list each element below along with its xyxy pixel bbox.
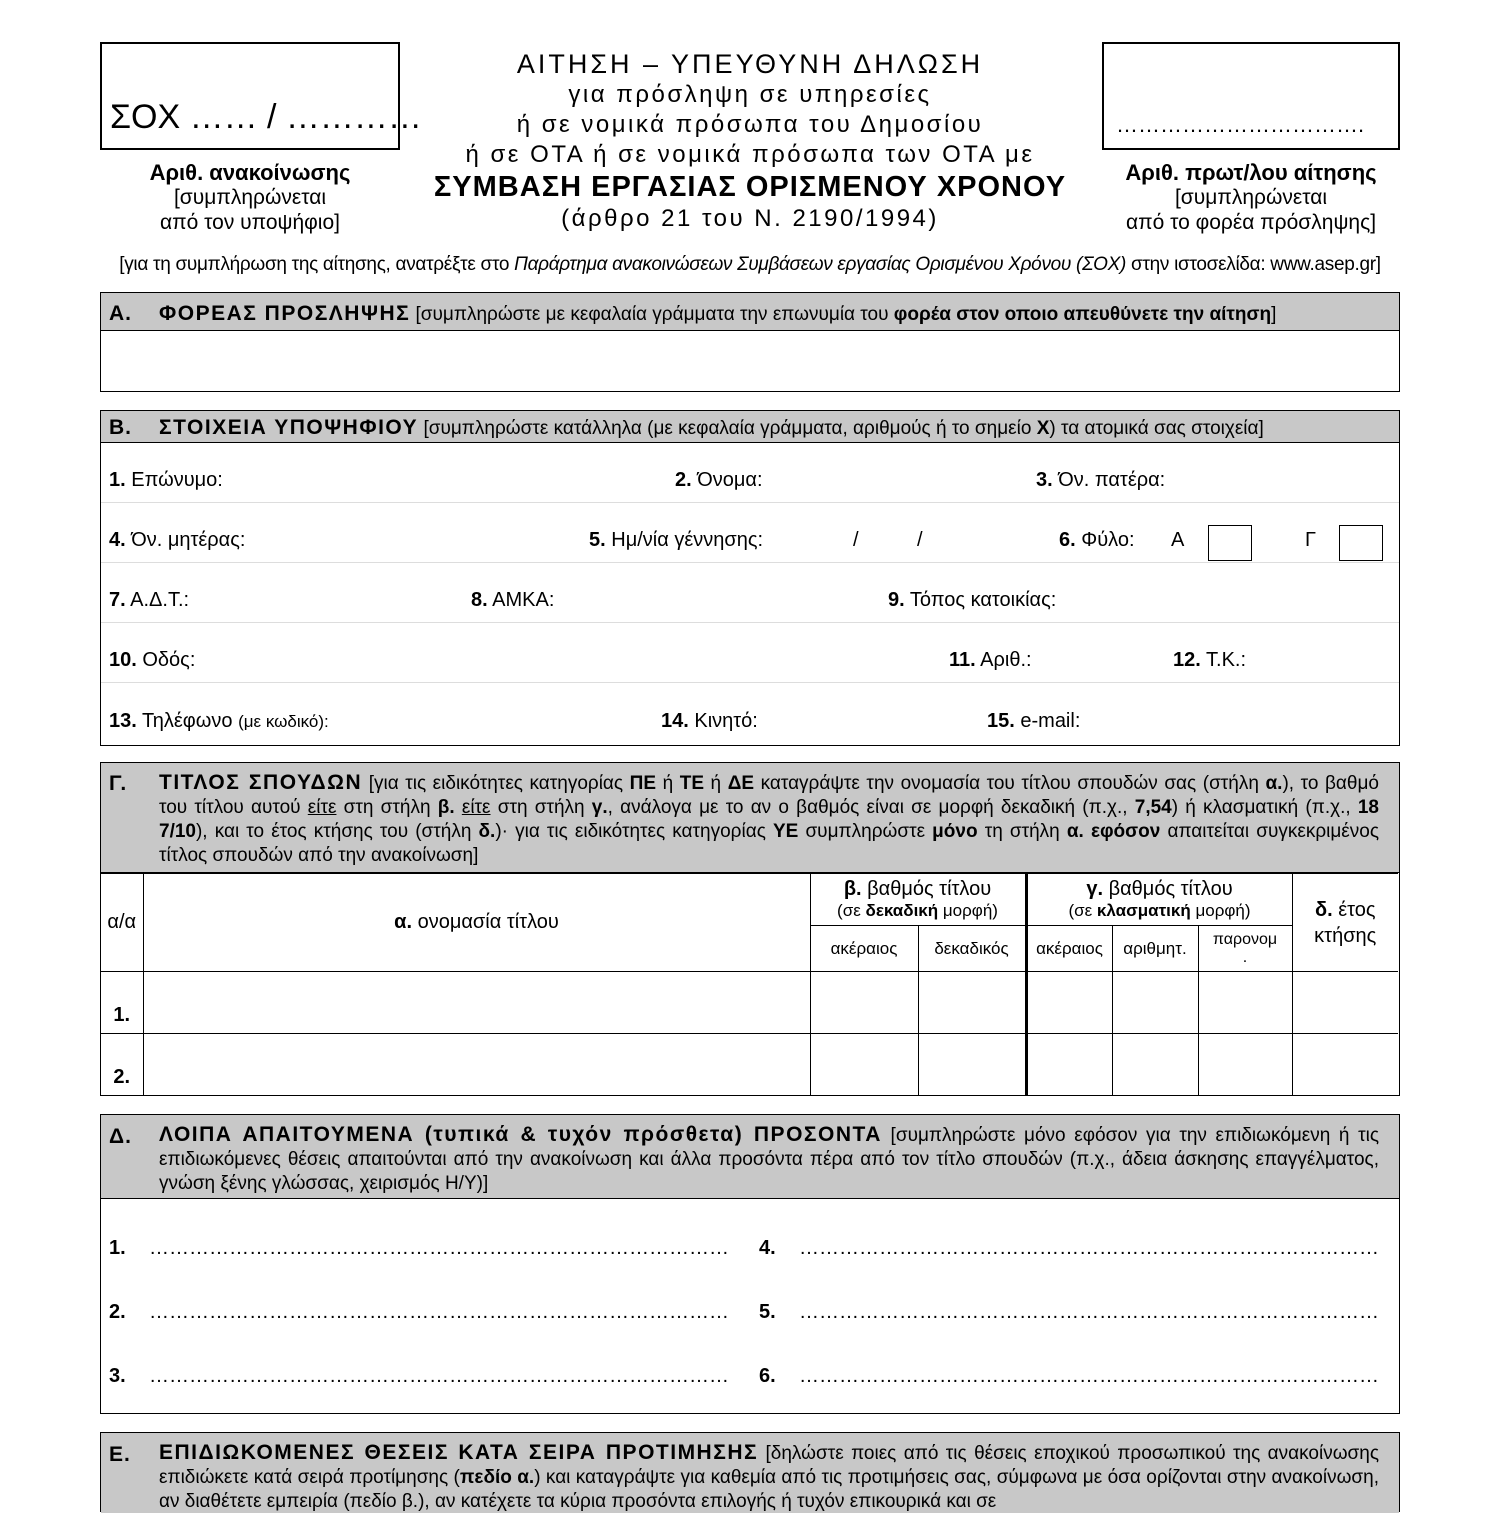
sub-header-decimal-integer: ακέραιος [810, 926, 918, 972]
surname-field[interactable]: 1. Επώνυμο: [109, 469, 223, 491]
section-e-letter: Ε. [109, 1443, 131, 1466]
section-a-employer [100, 292, 1400, 392]
decimal-integer-cell[interactable] [810, 972, 918, 1034]
sub-header-decimal-part: δεκαδικός [918, 926, 1026, 972]
col-header-title-name: α. ονομασία τίτλου [143, 874, 810, 972]
section-d-qualifications [100, 1114, 1400, 1414]
col-header-aa: α/α [101, 874, 143, 972]
candidate-row-2 [101, 503, 1399, 563]
phone-field[interactable]: 13. Τηλέφωνο (με κωδικό): [109, 710, 329, 732]
residence-field[interactable]: 9. Τόπος κατοικίας: [888, 589, 1057, 611]
section-b-text-post: ) τα ατομικά σας στοιχεία] [1049, 418, 1264, 439]
section-a-heading [159, 302, 1379, 327]
education-row-2 [101, 1034, 1398, 1095]
section-g-header [101, 763, 1399, 873]
education-row-number: 2. [101, 1034, 143, 1095]
section-a-text-pre: [συμπληρώστε με κεφαλαία γράμματα την επωνυμία του [410, 304, 894, 325]
gender-label: 6. Φύλο: [1059, 529, 1135, 551]
denominator-cell[interactable] [1198, 972, 1292, 1034]
id-card-field[interactable]: 7. Α.Δ.Τ.: [109, 589, 190, 611]
qualification-line-5[interactable]: 5. …………………………………………………………………………… [759, 1301, 1379, 1323]
mother-name-field[interactable]: 4. Όν. μητέρας: [109, 529, 246, 551]
gender-male-checkbox[interactable] [1208, 525, 1252, 561]
candidate-row-3 [101, 563, 1399, 623]
education-row-number: 1. [101, 972, 143, 1034]
protocol-number-dots: ……………………………. [1116, 112, 1365, 137]
candidate-row-4 [101, 623, 1399, 683]
protocol-number-caption-line2: από το φορέα πρόσληψης] [1125, 211, 1377, 234]
announcement-number-caption-line2: από τον υποψήφιο] [160, 211, 340, 234]
numerator-cell[interactable] [1112, 972, 1198, 1034]
decimal-part-cell[interactable] [918, 972, 1026, 1034]
qualification-line-3[interactable]: 3. …………………………………………………………………………… [109, 1365, 729, 1387]
col-header-decimal-grade: β. βαθμός τίτλου (σε δεκαδική μορφή) [810, 874, 1026, 926]
announcement-number-caption [100, 160, 400, 235]
section-b-text-bold: Χ [1036, 418, 1050, 439]
instructions-line [100, 254, 1400, 276]
announcement-number-caption-title: Αριθ. ανακοίνωσης [149, 160, 351, 185]
section-a-letter: Α. [109, 302, 132, 325]
year-cell[interactable] [1292, 972, 1398, 1034]
section-a-title: ΦΟΡΕΑΣ ΠΡΟΣΛΗΨΗΣ [159, 302, 411, 325]
section-b-candidate-details [100, 410, 1400, 746]
father-name-field[interactable]: 3. Όν. πατέρα: [1036, 469, 1166, 491]
employer-name-field[interactable] [101, 331, 1399, 389]
fraction-integer-cell[interactable] [1026, 1034, 1112, 1095]
protocol-number-caption [1102, 160, 1400, 235]
education-title-cell[interactable] [143, 972, 810, 1034]
street-field[interactable]: 10. Οδός: [109, 649, 196, 671]
sub-header-numerator: αριθμητ. [1112, 926, 1198, 972]
education-row-1 [101, 972, 1398, 1034]
section-b-text-pre: [συμπληρώστε κατάλληλα (με κεφαλαία γράμματα, αριθμούς ή το σημείο [418, 418, 1037, 439]
form-title [420, 48, 1080, 234]
section-a-header [101, 293, 1399, 331]
street-number-field[interactable]: 11. Αριθ.: [949, 649, 1032, 671]
section-a-text-bold: φορέα στον οποιο απευθύνετε την αίτηση [893, 304, 1272, 325]
qualification-line-2[interactable]: 2. …………………………………………………………………………… [109, 1301, 729, 1323]
section-b-title: ΣΤΟΙΧΕΙΑ ΥΠΟΨΗΦΙΟΥ [159, 416, 419, 439]
numerator-cell[interactable] [1112, 1034, 1198, 1095]
form-title-line2: για πρόσληψη σε υπηρεσίες [568, 81, 932, 108]
birth-date-slash-2: / [917, 529, 923, 551]
candidate-row-5 [101, 683, 1399, 743]
form-title-line5: ΣΥΜΒΑΣΗ ΕΡΓΑΣΙΑΣ ΟΡΙΣΜΕΝΟΥ ΧΡΟΝΟΥ [433, 171, 1067, 203]
section-b-header [101, 411, 1399, 443]
birth-date-slash-1: / [853, 529, 859, 551]
section-g-letter: Γ. [109, 772, 128, 795]
sub-header-fraction-integer: ακέραιος [1026, 926, 1112, 972]
sox-number-label: ΣΟΧ …… / ………… [110, 98, 422, 136]
education-table [101, 873, 1398, 1095]
gender-female-checkbox[interactable] [1339, 525, 1383, 561]
protocol-number-caption-line1: [συμπληρώνεται [1174, 186, 1328, 209]
col-header-year: δ. έτος κτήσης [1292, 874, 1398, 972]
mobile-field[interactable]: 14. Κινητό: [661, 710, 758, 732]
col-header-fraction-grade: γ. βαθμός τίτλου (σε κλασματική μορφή) [1026, 874, 1292, 926]
fraction-integer-cell[interactable] [1026, 972, 1112, 1034]
section-d-letter: Δ. [109, 1125, 132, 1148]
instructions-text-pre: [για τη συμπλήρωση της αίτησης, ανατρέξτε στο [119, 254, 515, 275]
candidate-row-1 [101, 443, 1399, 503]
decimal-integer-cell[interactable] [810, 1034, 918, 1095]
section-d-header [101, 1115, 1399, 1199]
birth-date-field[interactable]: 5. Ημ/νία γέννησης: [589, 529, 764, 551]
denominator-cell[interactable] [1198, 1034, 1292, 1095]
section-g-heading: ΤΙΤΛΟΣ ΣΠΟΥΔΩΝ [για τις ειδικότητες κατηγορίας ΠΕ ή ΤΕ ή ΔΕ καταγράψτε την ονομασία του τίτλου σπουδών σας (στήλη α.), το βαθμό του τίτλου αυτού είτε στη στήλη β. είτε στη στήλη γ., ανάλογα με το αν ο βαθμός είναι σε μορφή δεκαδική (π.χ., 7,54) ή κλασματική (π.χ., 18 7/10), και το έτος κτήσης του (στήλη δ.)· για τις ειδικότητες κατηγορίας ΥΕ συμπληρώστε μόνο τη στήλη α. εφόσον απαιτείται συγκεκριμένος τίτλος σπουδών από την ανακοίνωση] [159, 771, 1380, 866]
protocol-number-caption-title: Αριθ. πρωτ/λου αίτησης [1125, 160, 1377, 185]
postal-code-field[interactable]: 12. Τ.Κ.: [1173, 649, 1247, 671]
announcement-number-caption-line1: [συμπληρώνεται [173, 186, 327, 209]
section-b-heading [159, 416, 1379, 441]
year-cell[interactable] [1292, 1034, 1398, 1095]
section-e-heading: ΕΠΙΔΙΩΚΟΜΕΝΕΣ ΘΕΣΕΙΣ ΚΑΤΑ ΣΕΙΡΑ ΠΡΟΤΙΜΗΣΗΣ [δηλώστε ποιες από τις θέσεις εποχικού προσωπικού της ανακοίνωσης επιδιώκετε κατά σειρά προτίμησης (πεδίο α.) και καταγράψτε για καθεμία από τις προτιμήσεις σας, σύμφωνα με όσα ορίζονται στην ανακοίνωση, αν διαθέτετε εμπειρία (πεδίο β.), αν κατέχετε τα κύρια προσόντα επιλογής ή τυχόν επικουρικά και σε [159, 1441, 1379, 1512]
gender-male-label: Α [1171, 529, 1185, 551]
form-title-line4: ή σε ΟΤΑ ή σε νομικά πρόσωπα των ΟΤΑ με [465, 141, 1035, 168]
section-b-letter: Β. [109, 416, 132, 439]
amka-field[interactable]: 8. ΑΜΚΑ: [471, 589, 555, 611]
section-a-text-post: ] [1271, 304, 1277, 325]
email-field[interactable]: 15. e-mail: [987, 710, 1081, 732]
form-title-line6: (άρθρο 21 του Ν. 2190/1994) [561, 205, 939, 232]
sub-header-denominator: παρονομ . [1198, 926, 1292, 972]
first-name-field[interactable]: 2. Όνομα: [675, 469, 763, 491]
section-g-education [100, 762, 1400, 1096]
decimal-part-cell[interactable] [918, 1034, 1026, 1095]
section-d-heading: ΛΟΙΠΑ ΑΠΑΙΤΟΥΜΕΝΑ (τυπικά & τυχόν πρόσθετα) ΠΡΟΣΟΝΤΑ [συμπληρώστε μόνο εφόσον για την επιδιωκόμενη ή τις επιδιωκόμενες θέσεις απαιτούνται από την ανακοίνωση και άλλα προσόντα πέρα από τον τίτλο σπουδών (π.χ., άδεια άσκησης επαγγέλματος, γνώση ξένης γλώσσας, χειρισμός Η/Υ)] [159, 1123, 1379, 1194]
qualification-line-4[interactable]: 4. …………………………………………………………………………… [759, 1237, 1379, 1259]
qualification-line-1[interactable]: 1. …………………………………………………………………………… [109, 1237, 729, 1259]
section-e-header [101, 1433, 1399, 1513]
gender-female-label: Γ [1305, 529, 1317, 551]
form-title-line1: ΑΙΤΗΣΗ – ΥΠΕΥΘΥΝΗ ΔΗΛΩΣΗ [516, 49, 984, 79]
section-e-positions [100, 1432, 1400, 1512]
qualification-line-6[interactable]: 6. …………………………………………………………………………… [759, 1365, 1379, 1387]
form-title-line3: ή σε νομικά πρόσωπα του Δημοσίου [516, 111, 984, 138]
education-title-cell[interactable] [143, 1034, 810, 1095]
instructions-text-post: στην ιστοσελίδα: www.asep.gr] [1126, 254, 1381, 275]
instructions-annex-link: Παράρτημα ανακοινώσεων Συμβάσεων εργασίας Ορισμένου Χρόνου (ΣΟΧ) [514, 254, 1127, 275]
